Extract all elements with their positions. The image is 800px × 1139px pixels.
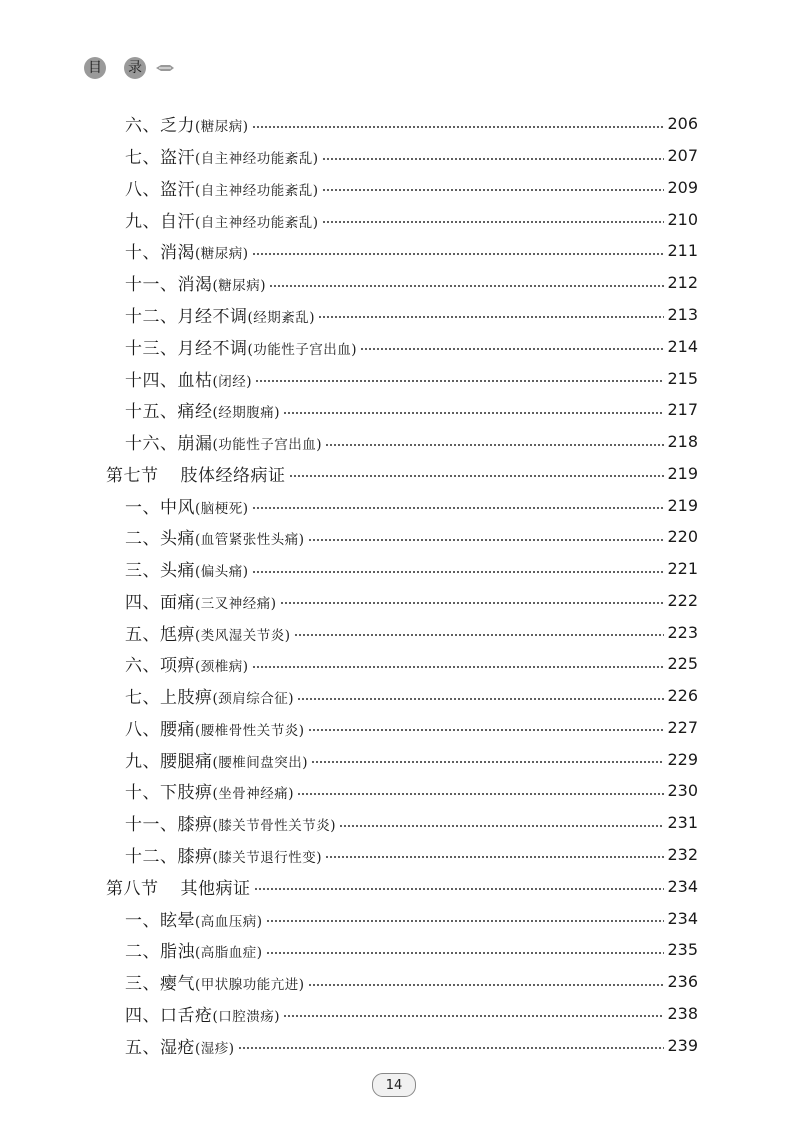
toc-entry-row[interactable] xyxy=(0,839,800,871)
toc-page-number: 231 xyxy=(667,813,698,833)
entry-subtitle: (糖尿病) xyxy=(195,119,249,136)
entry-subtitle: (口腔溃疡) xyxy=(212,1008,281,1025)
section-title: 其他病证 xyxy=(180,878,251,899)
toc-page-number: 218 xyxy=(667,432,698,452)
entry-title: 六、乏力 xyxy=(125,116,195,137)
toc-page-number: 223 xyxy=(667,622,698,642)
toc-label xyxy=(125,207,319,232)
dot-leader xyxy=(266,920,665,922)
entry-title: 五、尪痹 xyxy=(125,624,195,645)
toc-entry-row[interactable] xyxy=(0,902,800,934)
dot-leader xyxy=(280,602,665,604)
toc-entry-row[interactable] xyxy=(0,616,800,648)
dot-leader xyxy=(266,952,665,954)
entry-title: 十二、膝痹 xyxy=(125,846,213,867)
entry-title: 七、盗汗 xyxy=(125,148,195,169)
entry-subtitle: (脑梗死) xyxy=(195,500,249,517)
toc-label xyxy=(125,842,322,867)
toc-label xyxy=(125,302,315,327)
dot-leader xyxy=(252,126,665,128)
toc-page-number: 226 xyxy=(667,686,698,706)
entry-subtitle: (三叉神经痛) xyxy=(195,595,277,612)
toc-page-number: 234 xyxy=(667,876,698,896)
dot-leader xyxy=(254,888,665,890)
toc-label xyxy=(125,175,319,200)
dot-leader xyxy=(311,761,664,763)
entry-subtitle: (膝关节退行性变) xyxy=(212,849,323,866)
toc-page-number: 206 xyxy=(667,114,698,134)
entry-subtitle: (湿疹) xyxy=(195,1040,235,1057)
entry-subtitle: (颈肩综合征) xyxy=(212,691,295,708)
toc-page-number: 214 xyxy=(667,336,698,356)
toc-page-number: 210 xyxy=(667,209,698,229)
toc-label xyxy=(125,969,305,994)
dot-leader xyxy=(289,475,665,477)
toc-page-number: 227 xyxy=(667,717,698,737)
toc-entry-row[interactable] xyxy=(0,394,800,426)
toc-label xyxy=(125,715,305,740)
entry-subtitle: (偏头痛) xyxy=(195,564,249,581)
dot-leader xyxy=(318,316,664,318)
toc-entry-row[interactable] xyxy=(0,997,800,1029)
toc-entry-row[interactable] xyxy=(0,203,800,235)
toc-label xyxy=(125,778,294,803)
entry-title: 九、腰腿痛 xyxy=(125,751,213,772)
dot-leader xyxy=(269,285,664,287)
entry-title: 四、面痛 xyxy=(125,592,195,613)
toc-page-number: 222 xyxy=(667,590,698,610)
entry-subtitle: (腰椎骨性关节炎) xyxy=(195,722,305,739)
toc-label xyxy=(125,906,263,931)
dot-leader xyxy=(252,571,665,573)
table-of-contents xyxy=(0,108,800,1061)
toc-page-number: 235 xyxy=(667,940,698,960)
toc-label xyxy=(125,1001,280,1026)
dot-leader xyxy=(339,825,664,827)
toc-label xyxy=(106,461,286,486)
dot-leader xyxy=(360,348,664,350)
entry-title: 六、项痹 xyxy=(125,656,195,677)
toc-page-number: 234 xyxy=(667,908,698,928)
page-number: 14 xyxy=(385,1077,403,1093)
toc-entry-row[interactable] xyxy=(0,1029,800,1061)
toc-entry-row[interactable] xyxy=(0,521,800,553)
toc-entry-row[interactable] xyxy=(0,775,800,807)
toc-entry-row[interactable] xyxy=(0,934,800,966)
toc-label xyxy=(125,397,280,422)
entry-subtitle: (闭经) xyxy=(212,373,253,390)
toc-entry-row[interactable] xyxy=(0,680,800,712)
header-char-mu: 目 xyxy=(84,57,106,79)
toc-page-number: 219 xyxy=(667,463,698,483)
toc-page-number: 230 xyxy=(667,781,698,801)
toc-label xyxy=(125,683,294,708)
dot-leader xyxy=(294,634,665,636)
entry-subtitle: (自主神经功能紊乱) xyxy=(195,214,319,231)
dot-leader xyxy=(325,444,664,446)
entry-subtitle: (血管紧张性头痛) xyxy=(195,532,305,549)
entry-subtitle: (糖尿病) xyxy=(212,278,267,295)
toc-page-number: 219 xyxy=(667,495,698,515)
toc-section-row[interactable] xyxy=(0,457,800,489)
dot-leader xyxy=(322,158,665,160)
entry-subtitle: (坐骨神经痛) xyxy=(212,786,295,803)
toc-entry-row[interactable] xyxy=(0,584,800,616)
toc-entry-row[interactable] xyxy=(0,712,800,744)
dot-leader xyxy=(238,1047,665,1049)
dot-leader xyxy=(252,666,665,668)
entry-title: 十三、月经不调 xyxy=(125,338,248,359)
entry-title: 十一、膝痹 xyxy=(125,815,213,836)
toc-entry-row[interactable] xyxy=(0,108,800,140)
toc-entry-row[interactable] xyxy=(0,267,800,299)
entry-subtitle: (类风湿关节炎) xyxy=(195,627,291,644)
dot-leader xyxy=(308,539,665,541)
entry-subtitle: (自主神经功能紊乱) xyxy=(195,182,319,199)
dot-leader xyxy=(308,729,665,731)
toc-label xyxy=(125,366,252,391)
section-number: 第八节 xyxy=(106,878,159,899)
dot-leader xyxy=(308,984,665,986)
toc-page-number: 221 xyxy=(667,559,698,579)
toc-label xyxy=(125,111,249,136)
toc-entry-row[interactable] xyxy=(0,489,800,521)
entry-title: 三、瘿气 xyxy=(125,974,195,995)
entry-subtitle: (高血压病) xyxy=(195,913,263,930)
entry-title: 八、盗汗 xyxy=(125,179,195,200)
entry-subtitle: (甲状腺功能亢进) xyxy=(195,977,305,994)
toc-entry-row[interactable] xyxy=(0,553,800,585)
dot-leader xyxy=(252,253,665,255)
toc-label xyxy=(125,429,322,454)
dot-leader xyxy=(325,856,664,858)
toc-label xyxy=(125,493,249,518)
entry-title: 一、中风 xyxy=(125,497,195,518)
toc-label xyxy=(125,270,266,295)
toc-entry-row[interactable] xyxy=(0,140,800,172)
toc-label xyxy=(125,620,291,645)
dot-leader xyxy=(255,380,664,382)
toc-entry-row[interactable] xyxy=(0,648,800,680)
entry-title: 七、上肢痹 xyxy=(125,688,213,709)
dot-leader xyxy=(283,1015,664,1017)
toc-label xyxy=(125,238,249,263)
toc-entry-row[interactable] xyxy=(0,966,800,998)
toc-page-number: 236 xyxy=(667,972,698,992)
entry-title: 一、眩晕 xyxy=(125,910,195,931)
entry-title: 十、下肢痹 xyxy=(125,783,213,804)
dot-leader xyxy=(297,698,664,700)
running-header xyxy=(84,56,174,80)
entry-subtitle: (膝关节骨性关节炎) xyxy=(212,818,337,835)
toc-page-number: 238 xyxy=(667,1003,698,1023)
toc-label xyxy=(125,651,249,676)
entry-title: 十二、月经不调 xyxy=(125,306,248,327)
toc-label xyxy=(125,524,305,549)
section-title: 肢体经络病证 xyxy=(180,465,286,486)
toc-page-number: 217 xyxy=(667,400,698,420)
toc-entry-row[interactable] xyxy=(0,235,800,267)
entry-subtitle: (高脂血症) xyxy=(195,945,263,962)
entry-title: 十四、血枯 xyxy=(125,370,213,391)
toc-page-number: 212 xyxy=(667,273,698,293)
page-number-badge xyxy=(372,1073,416,1097)
entry-title: 十六、崩漏 xyxy=(125,434,213,455)
toc-page-number: 215 xyxy=(667,368,698,388)
entry-subtitle: (功能性子宫出血) xyxy=(247,341,358,358)
entry-title: 十、消渴 xyxy=(125,243,195,264)
toc-label xyxy=(125,747,308,772)
toc-label xyxy=(125,588,277,613)
entry-subtitle: (腰椎间盘突出) xyxy=(212,754,309,771)
toc-entry-row[interactable] xyxy=(0,426,800,458)
toc-entry-row[interactable] xyxy=(0,330,800,362)
entry-subtitle: (自主神经功能紊乱) xyxy=(195,151,319,168)
entry-title: 二、头痛 xyxy=(125,529,195,550)
entry-title: 五、湿疮 xyxy=(125,1037,195,1058)
toc-page-number: 207 xyxy=(667,146,698,166)
toc-label xyxy=(125,937,263,962)
toc-page-number: 211 xyxy=(667,241,698,261)
entry-subtitle: (颈椎病) xyxy=(195,659,249,676)
section-number: 第七节 xyxy=(106,465,159,486)
toc-label xyxy=(125,810,336,835)
dot-leader xyxy=(322,221,665,223)
toc-entry-row[interactable] xyxy=(0,299,800,331)
toc-label xyxy=(125,143,319,168)
toc-page-number: 229 xyxy=(667,749,698,769)
toc-entry-row[interactable] xyxy=(0,362,800,394)
entry-title: 九、自汗 xyxy=(125,211,195,232)
entry-title: 二、脂浊 xyxy=(125,942,195,963)
entry-title: 八、腰痛 xyxy=(125,719,195,740)
toc-entry-row[interactable] xyxy=(0,172,800,204)
toc-page-number: 209 xyxy=(667,177,698,197)
toc-label xyxy=(106,874,251,899)
toc-page-number: 225 xyxy=(667,654,698,674)
toc-section-row[interactable] xyxy=(0,870,800,902)
toc-label xyxy=(125,556,249,581)
toc-entry-row[interactable] xyxy=(0,743,800,775)
toc-page-number: 213 xyxy=(667,304,698,324)
header-char-lu: 录 xyxy=(124,57,146,79)
entry-subtitle: (经期紊乱) xyxy=(247,309,316,326)
dot-leader xyxy=(322,189,665,191)
entry-title: 四、口舌疮 xyxy=(125,1005,213,1026)
entry-title: 十五、痛经 xyxy=(125,402,213,423)
toc-entry-row[interactable] xyxy=(0,807,800,839)
toc-label xyxy=(125,1033,235,1058)
entry-subtitle: (功能性子宫出血) xyxy=(212,437,323,454)
entry-subtitle: (经期腹痛) xyxy=(212,405,281,422)
dot-leader xyxy=(283,412,664,414)
toc-page-number: 232 xyxy=(667,844,698,864)
entry-subtitle: (糖尿病) xyxy=(195,246,249,263)
toc-page-number: 239 xyxy=(667,1035,698,1055)
toc-label xyxy=(125,334,357,359)
pen-nib-icon xyxy=(156,63,174,73)
entry-title: 三、头痛 xyxy=(125,561,195,582)
dot-leader xyxy=(252,507,665,509)
toc-page-number: 220 xyxy=(667,527,698,547)
entry-title: 十一、消渴 xyxy=(125,275,213,296)
dot-leader xyxy=(297,793,664,795)
